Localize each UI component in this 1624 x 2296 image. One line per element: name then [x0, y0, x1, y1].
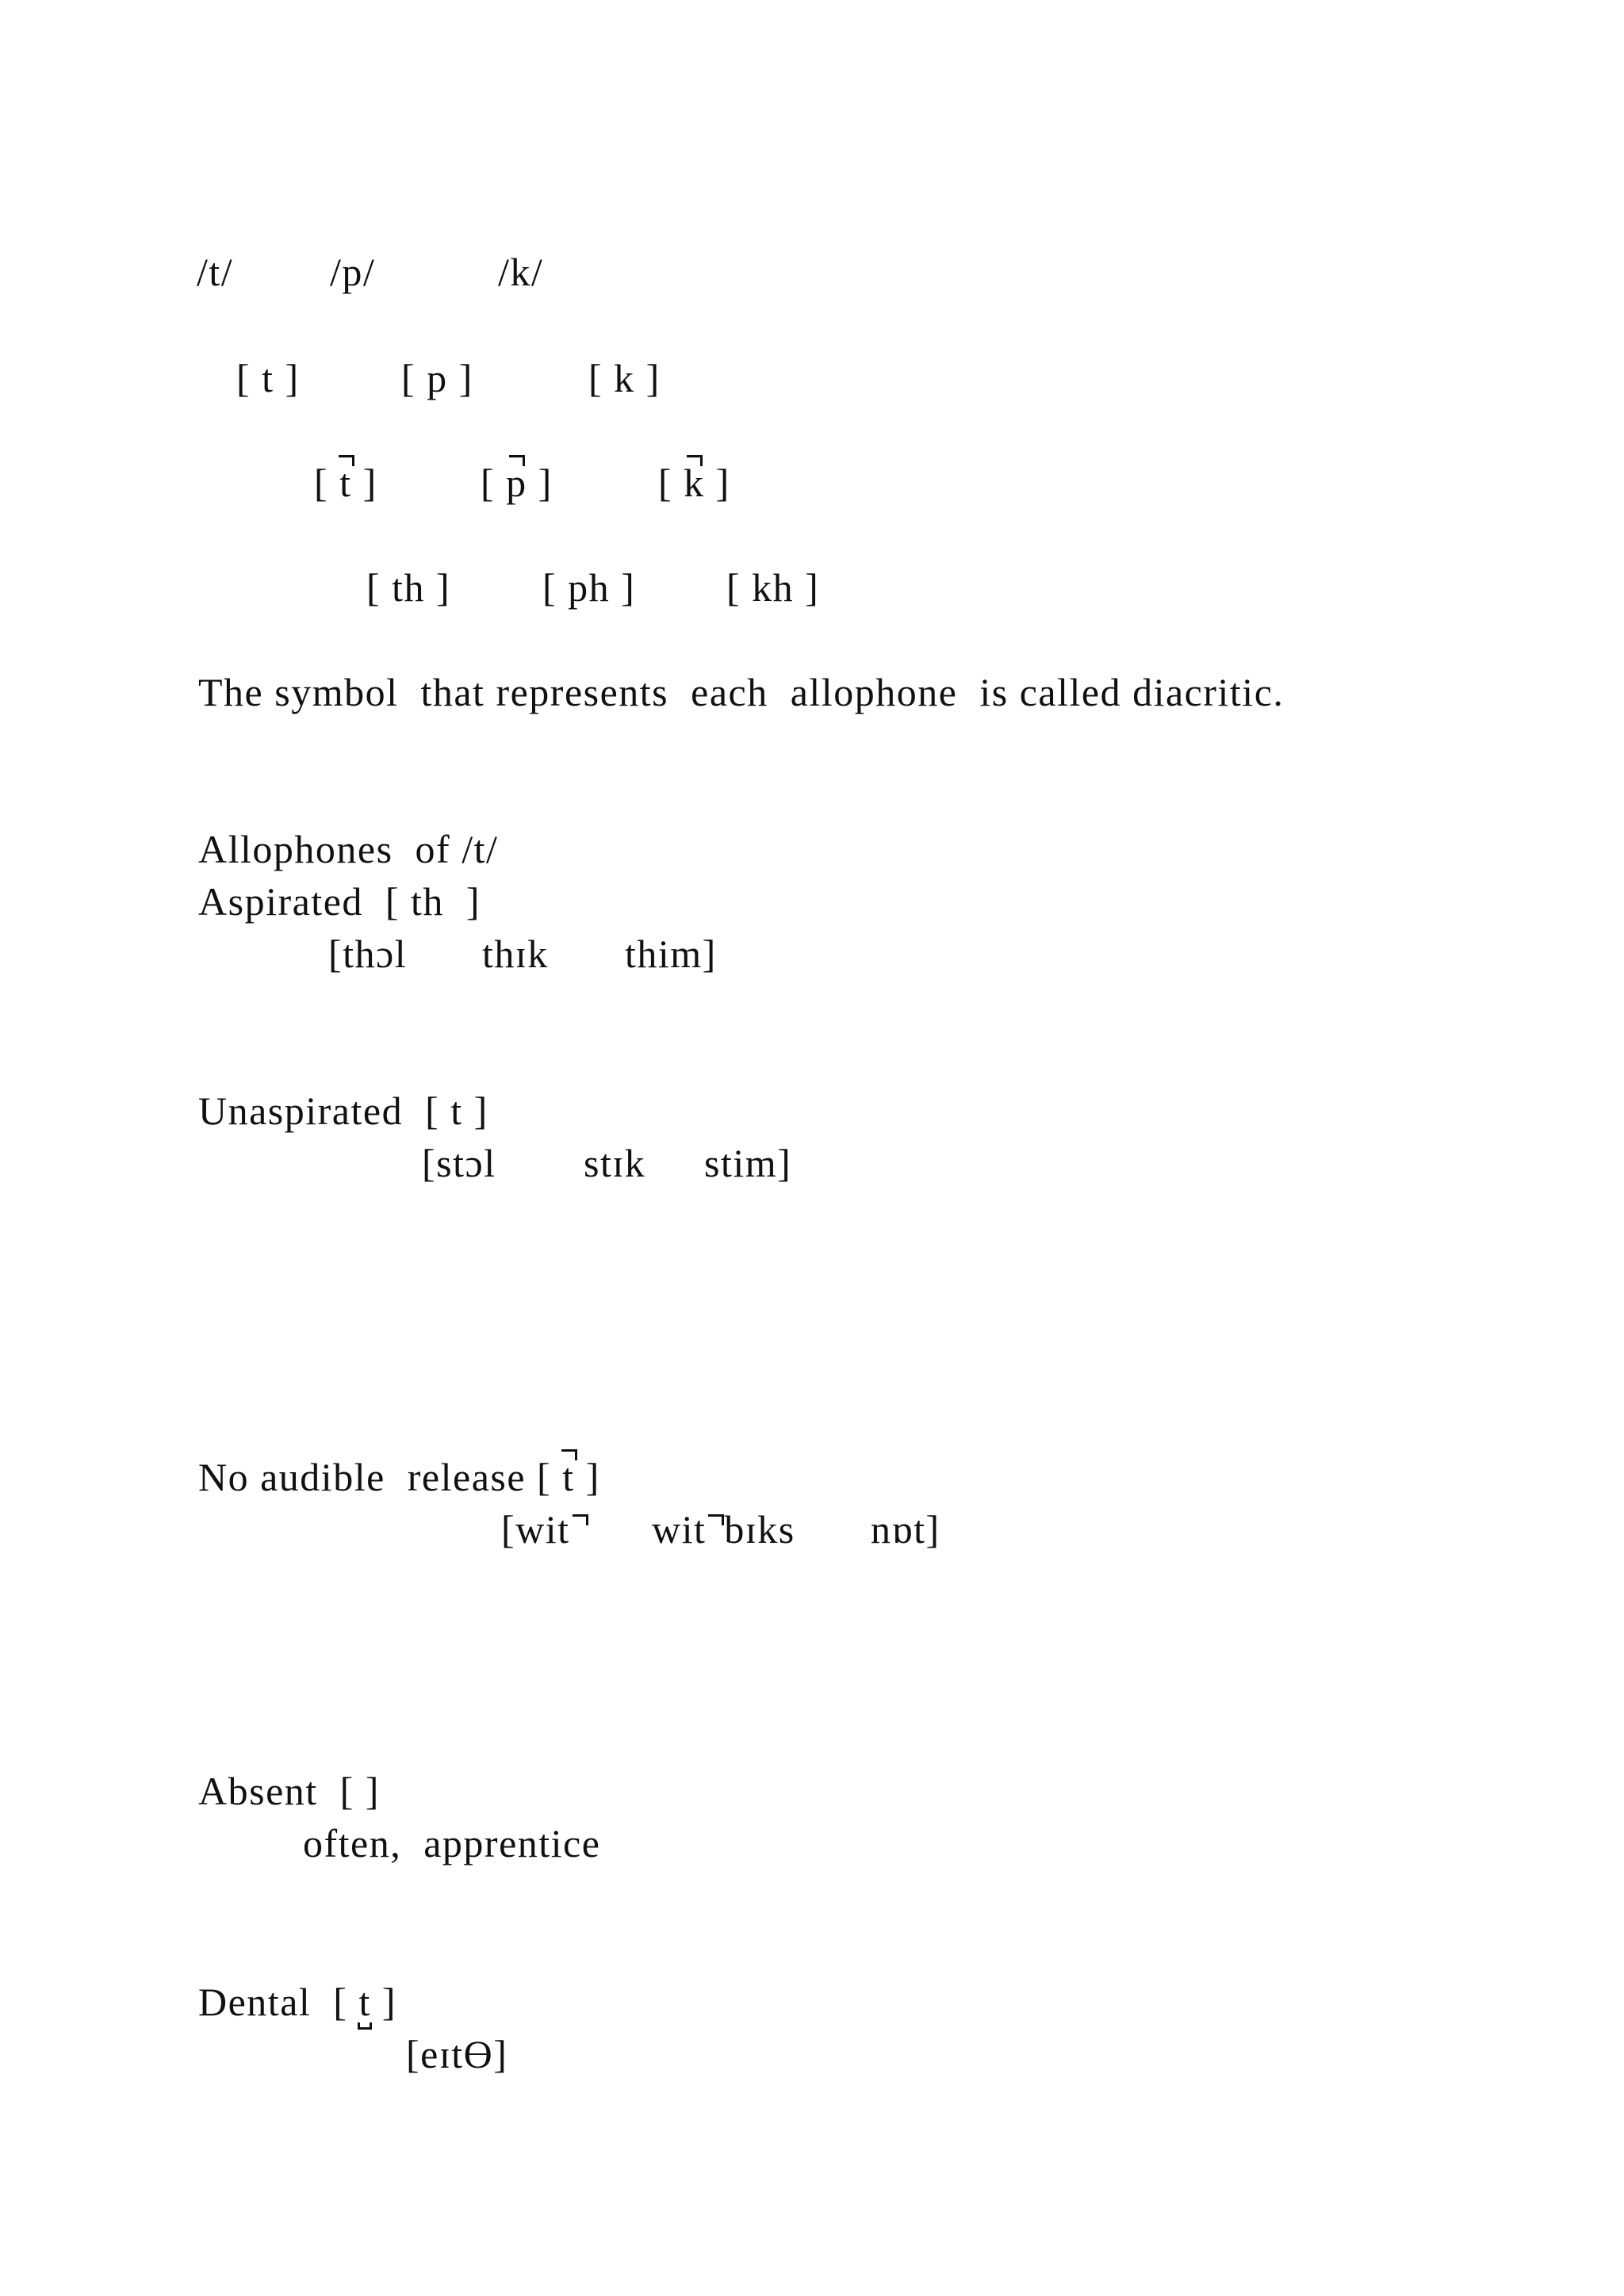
aspirated-example-3: thim] — [625, 932, 717, 976]
unreleased-letter-t: t — [339, 461, 352, 505]
unaspirated-example-2: stɪk — [584, 1141, 646, 1185]
diacritic-statement: The symbol that represents each allophone is called diacritic. — [198, 670, 1285, 714]
unreleased-allophone-k: [ k ] — [658, 461, 730, 505]
unreleased-mark — [573, 1514, 588, 1525]
phoneme-t: /t/ — [197, 250, 234, 294]
aspirated-example-2: thɪk — [482, 932, 549, 976]
dental-example: [eɪtϴ] — [406, 2032, 508, 2076]
no-audible-release-label: No audible release [ t ] — [198, 1455, 600, 1499]
no-release-example-3: nɒt] — [871, 1507, 940, 1552]
phoneme-k: /k/ — [498, 250, 544, 294]
aspirated-example-1: [thɔl — [328, 932, 408, 976]
aspirated-allophone-p: [ ph ] — [542, 565, 636, 610]
unaspirated-label: Unaspirated [ t ] — [198, 1089, 488, 1133]
no-release-example-1: [wit — [501, 1510, 588, 1549]
dental-label: Dental [ t ] — [198, 1980, 396, 2024]
absent-label: Absent [ ] — [198, 1769, 380, 1813]
allophone-k: [ k ] — [588, 356, 661, 400]
unreleased-letter-p: p — [506, 461, 527, 505]
aspirated-allophone-t: [ th ] — [366, 565, 451, 610]
unreleased-allophone-p: [ p ] — [481, 461, 553, 505]
dental-letter-t: t — [358, 1980, 371, 2024]
no-release-example-2: wit bɪks — [652, 1507, 795, 1552]
unaspirated-example-3: stim] — [704, 1141, 792, 1185]
aspirated-label: Aspirated [ th ] — [198, 879, 481, 924]
unaspirated-example-1: [stɔl — [422, 1141, 496, 1185]
allophone-t: [ t ] — [236, 356, 300, 400]
unreleased-letter-k: k — [684, 461, 705, 505]
phoneme-p: /p/ — [330, 250, 376, 294]
aspirated-allophone-k: [ kh ] — [726, 565, 820, 610]
absent-examples: often, apprentice — [303, 1821, 601, 1866]
unreleased-letter-t-label: t — [562, 1455, 575, 1499]
allophone-p: [ p ] — [401, 356, 473, 400]
unreleased-mark — [708, 1514, 724, 1525]
allophones-heading: Allophones of /t/ — [198, 827, 499, 871]
unreleased-allophone-t: [ t ] — [314, 461, 377, 505]
